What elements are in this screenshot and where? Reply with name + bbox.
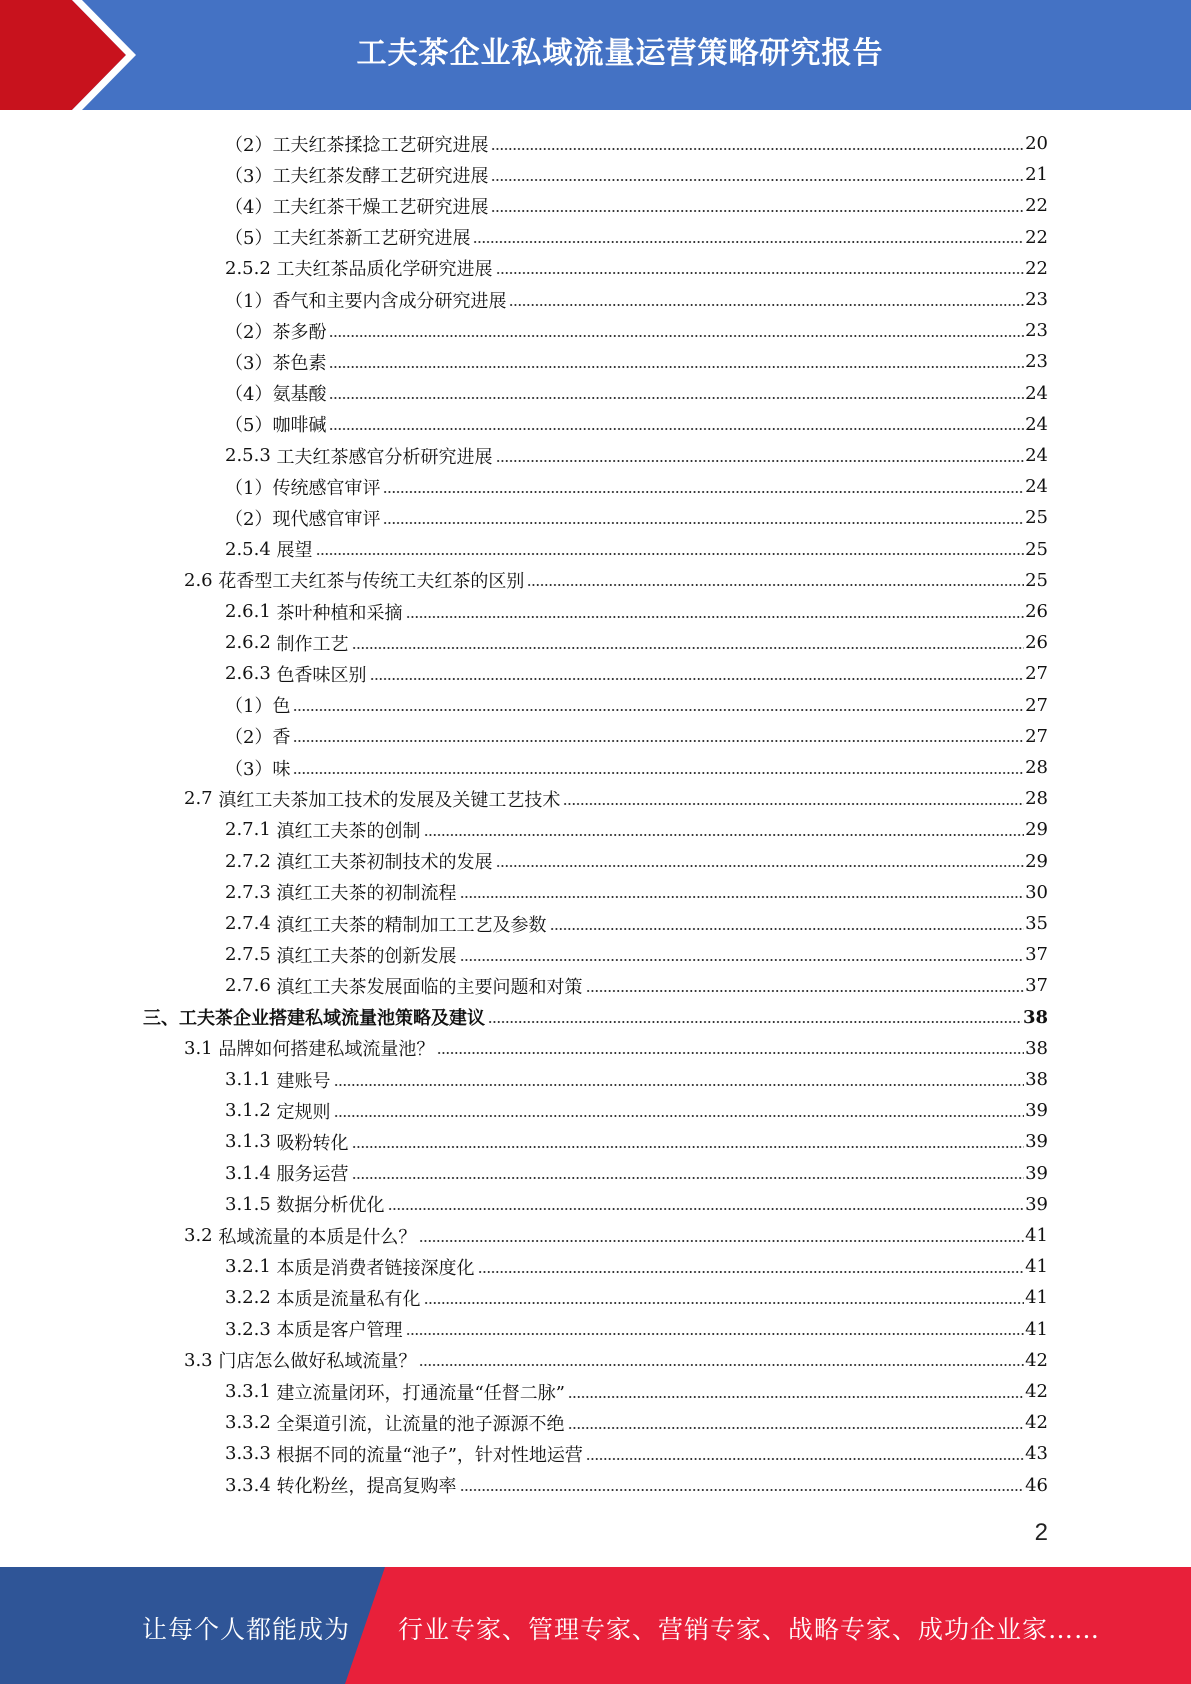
toc-entry-number: 3.1	[184, 1037, 219, 1059]
toc-dot-leader	[496, 852, 1025, 870]
toc-entry-number: （3）	[225, 352, 273, 374]
toc-entry-number: 2.7.3	[225, 881, 277, 903]
toc-entry-number: （3）	[225, 758, 273, 780]
toc-dot-leader	[460, 1476, 1025, 1494]
toc-entry-number: （4）	[225, 196, 273, 218]
toc-entry[interactable]	[225, 1189, 1048, 1220]
toc-page-number: 25	[1025, 569, 1048, 591]
toc-entry[interactable]	[225, 1158, 1048, 1189]
toc-page-number: 38	[1025, 1069, 1048, 1090]
toc-entry-title: 香	[272, 727, 291, 749]
toc-dot-leader	[329, 384, 1024, 402]
toc-entry-number: 3.3.1	[225, 1381, 277, 1402]
toc-entry-title: 滇红工夫茶加工技术的发展及关键工艺技术	[218, 789, 561, 811]
toc-entry[interactable]	[225, 346, 1048, 377]
report-title: 工夫茶企业私域流量运营策略研究报告	[356, 36, 884, 71]
toc-dot-leader	[334, 1102, 1025, 1120]
toc-entry[interactable]	[225, 502, 1048, 533]
toc-dot-leader	[293, 727, 1024, 745]
toc-entry-title: 全渠道引流，让流量的池子源源不绝	[276, 1413, 565, 1435]
toc-entry-number: （2）	[225, 321, 273, 343]
toc-dot-leader	[491, 197, 1024, 215]
toc-dot-leader	[478, 1258, 1025, 1276]
toc-page-number: 26	[1025, 632, 1048, 654]
toc-dot-leader	[424, 821, 1025, 839]
toc-entry[interactable]	[225, 752, 1048, 783]
toc-entry-title: 服务运营	[276, 1164, 349, 1186]
toc-entry[interactable]	[225, 1376, 1048, 1407]
toc-page-number: 35	[1025, 913, 1048, 934]
toc-entry[interactable]	[225, 846, 1048, 877]
toc-page-number: 43	[1025, 1443, 1048, 1465]
toc-entry[interactable]	[225, 128, 1048, 159]
toc-dot-leader	[329, 353, 1024, 371]
toc-entry-title: 工夫红茶感官分析研究进展	[276, 446, 493, 468]
toc-entry-number: 3.2.2	[225, 1287, 277, 1309]
toc-entry-title: 转化粉丝，提高复购率	[276, 1476, 457, 1498]
page-footer	[0, 1567, 1191, 1684]
toc-entry-number: 2.6	[184, 569, 219, 591]
toc-entry-title: 本质是流量私有化	[276, 1288, 421, 1310]
toc-entry-title: 咖啡碱	[272, 415, 327, 437]
toc-page-number: 22	[1025, 226, 1048, 248]
toc-entry[interactable]	[184, 1345, 1048, 1376]
toc-dot-leader	[473, 228, 1024, 246]
toc-dot-leader	[352, 634, 1025, 652]
toc-entry-title: 滇红工夫茶初制技术的发展	[276, 852, 493, 874]
toc-entry-number: 3.1.3	[225, 1131, 277, 1153]
page-header	[0, 0, 1191, 110]
toc-dot-leader	[388, 1195, 1025, 1213]
toc-dot-leader	[383, 478, 1024, 496]
toc-entry-number: （2）	[225, 508, 273, 530]
toc-dot-leader	[293, 759, 1024, 777]
toc-page-number: 20	[1025, 133, 1048, 154]
toc-entry[interactable]	[225, 1438, 1048, 1469]
toc-dot-leader	[491, 166, 1024, 184]
toc-entry-title: 香气和主要内含成分研究进展	[272, 290, 507, 312]
toc-entry-title: 氨基酸	[272, 384, 327, 406]
toc-dot-leader	[316, 540, 1025, 558]
toc-page-number: 29	[1025, 850, 1048, 872]
toc-entry[interactable]	[225, 690, 1048, 721]
toc-page-number: 23	[1025, 351, 1048, 373]
toc-page-number: 23	[1025, 320, 1048, 342]
toc-entry-title: 滇红工夫茶的创制	[276, 820, 421, 842]
toc-page-number: 39	[1025, 1100, 1048, 1122]
toc-entry-title: 现代感官审评	[272, 508, 381, 530]
toc-entry[interactable]	[225, 1314, 1048, 1345]
toc-entry-number: （1）	[225, 290, 273, 312]
toc-entry[interactable]	[225, 658, 1048, 689]
toc-entry[interactable]	[184, 565, 1048, 596]
toc-entry[interactable]	[225, 159, 1048, 190]
toc-page-number: 25	[1025, 538, 1048, 560]
toc-entry-number: 2.6.3	[225, 663, 277, 685]
toc-entry[interactable]	[225, 908, 1048, 939]
toc-page-number: 37	[1025, 975, 1048, 997]
toc-entry-title: 展望	[276, 540, 313, 562]
toc-entry-title: 建立流量闭环，打通流量“任督二脉”	[276, 1382, 565, 1404]
toc-entry-number: （2）	[225, 134, 273, 156]
toc-dot-leader	[329, 415, 1024, 433]
toc-entry[interactable]	[225, 1095, 1048, 1126]
toc-page-number: 22	[1025, 195, 1048, 217]
footer-slogan-right: 行业专家、管理专家、营销专家、战略专家、成功企业家……	[398, 1615, 1101, 1644]
toc-page-number: 24	[1025, 413, 1048, 435]
toc-page-number: 27	[1025, 725, 1048, 747]
toc-entry-title: 私域流量的本质是什么？	[218, 1226, 417, 1248]
toc-entry-number: （5）	[225, 415, 273, 437]
toc-entry[interactable]	[225, 409, 1048, 440]
toc-entry-number: （5）	[225, 228, 273, 250]
toc-entry[interactable]	[225, 378, 1048, 409]
toc-dot-leader	[527, 571, 1024, 589]
toc-entry-number: 3.3.4	[225, 1474, 277, 1496]
toc-entry[interactable]	[225, 284, 1048, 315]
toc-entry-number: 3.3	[184, 1349, 219, 1371]
toc-entry-title: 工夫红茶干燥工艺研究进展	[272, 196, 489, 218]
toc-entry-title: 色	[272, 696, 291, 718]
toc-entry-title: 传统感官审评	[272, 477, 381, 499]
toc-entry[interactable]	[225, 1251, 1048, 1282]
toc-entry-title: 工夫红茶发酵工艺研究进展	[272, 165, 489, 187]
toc-dot-leader	[406, 1320, 1025, 1338]
toc-entry-number: 3.2.3	[225, 1318, 277, 1340]
toc-page-number: 46	[1025, 1474, 1048, 1496]
toc-entry[interactable]	[225, 939, 1048, 970]
toc-entry-number: 3.3.3	[225, 1443, 277, 1465]
toc-entry-number: （1）	[225, 696, 273, 718]
toc-entry-number: 2.7	[184, 788, 219, 810]
toc-entry-number: 2.5.3	[225, 445, 277, 466]
toc-page-number: 37	[1025, 944, 1048, 966]
toc-entry[interactable]	[225, 814, 1048, 845]
toc-page-number: 24	[1025, 476, 1048, 498]
toc-dot-leader	[496, 447, 1025, 465]
toc-entry-number: 3.3.2	[225, 1412, 277, 1434]
toc-entry-number: 2.7.6	[225, 975, 277, 997]
toc-page-number: 41	[1025, 1225, 1048, 1246]
toc-entry-title: 花香型工夫红茶与传统工夫红茶的区别	[218, 571, 525, 593]
toc-entry[interactable]	[225, 1126, 1048, 1157]
toc-dot-leader	[383, 509, 1024, 527]
toc-dot-leader	[419, 1227, 1024, 1245]
toc-entry-number: 2.7.5	[225, 944, 277, 966]
toc-entry[interactable]	[225, 877, 1048, 908]
toc-dot-leader	[563, 790, 1024, 808]
toc-entry-title: 味	[272, 758, 291, 780]
toc-entry-title: 制作工艺	[276, 633, 349, 655]
toc-page-number: 24	[1025, 382, 1048, 404]
toc-page-number: 27	[1025, 663, 1048, 685]
toc-page-number: 41	[1025, 1256, 1048, 1278]
toc-page-number: 38	[1025, 1037, 1048, 1059]
toc-entry-title: 色香味区别	[276, 664, 367, 686]
toc-page-number: 39	[1025, 1131, 1048, 1153]
toc-dot-leader	[491, 135, 1024, 153]
toc-page-number: 21	[1025, 164, 1048, 186]
toc-entry-number: 3.1.2	[225, 1100, 277, 1122]
toc-page-number: 29	[1025, 819, 1048, 841]
toc-entry-number: （3）	[225, 165, 273, 187]
toc-entry[interactable]	[225, 190, 1048, 221]
toc-dot-leader	[568, 1414, 1025, 1432]
toc-entry-number: 3.1.1	[225, 1069, 277, 1090]
footer-slogan-left: 让每个人都能成为	[142, 1615, 351, 1644]
toc-entry-title: 滇红工夫茶发展面临的主要问题和对策	[276, 976, 583, 998]
toc-entry[interactable]	[143, 1002, 1048, 1033]
toc-entry-number: 3.2.1	[225, 1256, 277, 1278]
toc-entry[interactable]	[225, 1407, 1048, 1438]
page-number: 2	[1034, 1519, 1048, 1546]
toc-page-number: 42	[1025, 1349, 1048, 1371]
toc-entry-title: 三、工夫茶企业搭建私域流量池策略及建议	[143, 1008, 485, 1030]
toc-entry[interactable]	[225, 253, 1048, 284]
toc-entry-title: 滇红工夫茶的创新发展	[276, 945, 457, 967]
toc-page-number: 25	[1025, 507, 1048, 529]
toc-entry[interactable]	[184, 1033, 1048, 1064]
toc-entry-number: （4）	[225, 384, 273, 406]
toc-entry-title: 吸粉转化	[276, 1132, 349, 1154]
toc-dot-leader	[488, 1008, 1022, 1026]
toc-entry[interactable]	[225, 1064, 1048, 1095]
toc-dot-leader	[352, 1133, 1025, 1151]
toc-dot-leader	[293, 696, 1024, 714]
toc-entry-number: 2.5.4	[225, 538, 277, 560]
toc-entry-title: 滇红工夫茶的精制加工工艺及参数	[276, 914, 547, 936]
toc-entry-title: 建账号	[276, 1070, 331, 1092]
toc-entry-number: 3.1.4	[225, 1162, 277, 1184]
toc-entry[interactable]	[225, 534, 1048, 565]
toc-entry[interactable]	[225, 315, 1048, 346]
toc-entry[interactable]	[225, 970, 1048, 1001]
toc-entry[interactable]	[225, 222, 1048, 253]
toc-page-number: 24	[1025, 445, 1048, 466]
toc-dot-leader	[329, 322, 1024, 340]
toc-entry-number: 2.5.2	[225, 257, 277, 279]
toc-entry-number: 3.2	[184, 1225, 219, 1246]
toc-entry-number: （2）	[225, 727, 273, 749]
toc-entry-title: 茶叶种植和采摘	[276, 602, 403, 624]
toc-dot-leader	[460, 883, 1025, 901]
toc-dot-leader	[586, 1445, 1024, 1463]
toc-page-number: 41	[1025, 1287, 1048, 1309]
toc-entry[interactable]	[225, 1282, 1048, 1313]
toc-entry-title: 门店怎么做好私域流量？	[218, 1351, 417, 1373]
toc-entry-title: 本质是客户管理	[276, 1320, 403, 1342]
toc-entry[interactable]	[225, 440, 1048, 471]
toc-entry[interactable]	[225, 721, 1048, 752]
toc-dot-leader	[586, 977, 1025, 995]
toc-dot-leader	[406, 603, 1025, 621]
toc-dot-leader	[334, 1071, 1025, 1089]
toc-page-number: 38	[1022, 1006, 1048, 1028]
toc-page-number: 28	[1025, 788, 1048, 810]
toc-entry-number: （1）	[225, 477, 273, 499]
toc-page-number: 42	[1025, 1412, 1048, 1434]
toc-entry-number: 2.7.4	[225, 913, 277, 934]
toc-page-number: 27	[1025, 694, 1048, 716]
toc-dot-leader	[352, 1164, 1025, 1182]
toc-page-number: 22	[1025, 257, 1048, 279]
toc-page-number: 26	[1025, 601, 1048, 622]
toc-entry-title: 滇红工夫茶的初制流程	[276, 883, 457, 905]
toc-entry-number: 2.7.1	[225, 819, 277, 841]
toc-page-number: 30	[1025, 881, 1048, 903]
toc-entry-title: 本质是消费者链接深度化	[276, 1257, 475, 1279]
toc-page-number: 28	[1025, 757, 1048, 778]
toc-dot-leader	[424, 1289, 1025, 1307]
toc-page-number: 41	[1025, 1318, 1048, 1340]
toc-entry-title: 工夫红茶品质化学研究进展	[276, 259, 493, 281]
toc-entry-title: 定规则	[276, 1101, 331, 1123]
toc-dot-leader	[509, 291, 1024, 309]
toc-dot-leader	[460, 946, 1025, 964]
toc-entry-title: 工夫红茶揉捻工艺研究进展	[272, 134, 489, 156]
toc-entry-title: 茶多酚	[272, 321, 327, 343]
toc-dot-leader	[419, 1351, 1024, 1369]
toc-entry[interactable]	[225, 471, 1048, 502]
toc-page-number: 23	[1025, 289, 1048, 310]
toc-entry-number: 2.6.2	[225, 632, 277, 654]
toc-dot-leader	[550, 915, 1025, 933]
toc-entry[interactable]	[184, 1220, 1048, 1251]
toc-entry[interactable]	[225, 1470, 1048, 1501]
toc-page-number: 39	[1025, 1193, 1048, 1215]
toc-dot-leader	[437, 1039, 1024, 1057]
toc-entry-number: 2.6.1	[225, 601, 277, 622]
toc-dot-leader	[496, 259, 1025, 277]
toc-entry-title: 根据不同的流量“池子”，针对性地运营	[276, 1444, 583, 1466]
toc-entry[interactable]	[225, 627, 1048, 658]
toc-entry[interactable]	[184, 783, 1048, 814]
toc-entry-title: 品牌如何搭建私域流量池？	[218, 1039, 435, 1061]
toc-dot-leader	[568, 1383, 1024, 1401]
toc-dot-leader	[370, 665, 1025, 683]
header-chevron-decoration	[0, 0, 160, 110]
toc-entry-title: 工夫红茶新工艺研究进展	[272, 228, 471, 250]
toc-entry[interactable]	[225, 596, 1048, 627]
toc-page-number: 39	[1025, 1162, 1048, 1184]
toc-entry-title: 茶色素	[272, 352, 327, 374]
toc-entry-title: 数据分析优化	[276, 1195, 385, 1217]
toc-page-number: 42	[1025, 1381, 1048, 1402]
toc-entry-number: 2.7.2	[225, 850, 277, 872]
toc-entry-number: 3.1.5	[225, 1193, 277, 1215]
